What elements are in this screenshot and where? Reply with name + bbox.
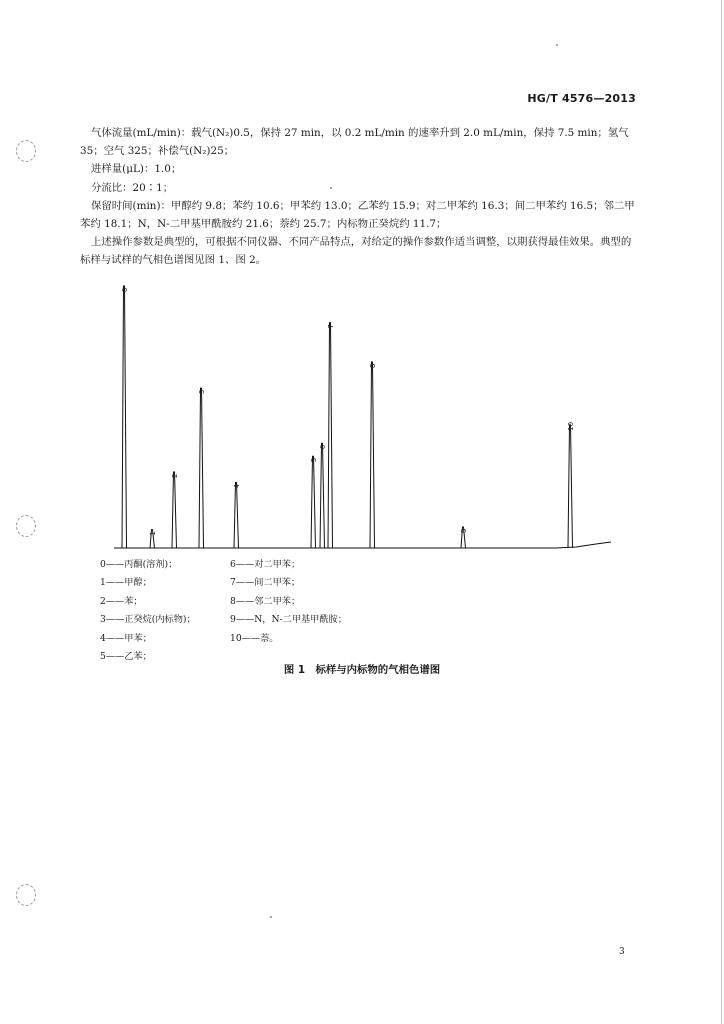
peak-6 (320, 443, 325, 548)
legend-item: 1——甲醇； (100, 577, 152, 589)
peak-label-10: 10 (567, 421, 575, 431)
legend-item: 5——乙苯； (100, 650, 152, 662)
chromatogram-peaks (121, 286, 575, 548)
binding-hole-mark (16, 884, 36, 906)
peak-label-2: 2 (171, 473, 179, 479)
peak-label-6: 6 (319, 444, 327, 450)
binding-hole-mark (16, 515, 36, 537)
peak-label-8: 8 (369, 363, 377, 368)
legend-item: 0——丙酮(溶剂)； (100, 559, 178, 570)
peak-label-5: 5 (310, 457, 318, 463)
binding-hole-mark (16, 140, 36, 162)
peak-label-9: 9 (460, 528, 468, 534)
legend-item: 9——N，N-二甲基甲酰胺； (230, 614, 347, 626)
scan-speck (270, 916, 272, 918)
paragraph-parameters-note: 上述操作参数是典型的，可根据不同仪器、不同产品特点，对给定的操作参数作适当调整，以期获得最佳效果。典型的标样与试样的气相色谱图见图 1、图 2。 (80, 236, 632, 267)
legend-column-left (100, 556, 240, 666)
legend-item: 10——萘。 (230, 632, 279, 644)
standard-code: HG/T 4576—2013 (527, 92, 636, 105)
paragraph-retention-time: 保留时间(min)：甲醇约 9.8；苯约 10.6；甲苯约 13.0；乙苯约 15.9；对二甲苯约 16.3；间二甲苯约 16.5；邻二甲苯约 18.1；N，N-二甲基甲酰胺约 21.6；萘约 25.7；内标物正癸烷约 11.7； (80, 199, 635, 231)
legend-item: 4——甲苯； (100, 632, 152, 644)
legend-item: 7——间二甲苯； (230, 577, 301, 589)
peak-label-4: 4 (233, 484, 241, 489)
peak-10 (568, 425, 573, 548)
legend-item: 6——对二甲苯； (230, 559, 301, 570)
legend-item: 8——邻二甲苯； (230, 595, 301, 607)
chromatogram-baseline (114, 542, 611, 548)
peak-label-3: 3 (198, 389, 206, 395)
legend-column-right (230, 556, 390, 648)
peak-2 (172, 472, 177, 548)
peak-label-0: 0 (121, 287, 129, 292)
peak-4 (234, 483, 239, 549)
legend-item: 2——苯； (100, 595, 143, 607)
peak-label-7: 7 (327, 324, 335, 329)
peak-8 (370, 362, 375, 548)
peak-label-1: 1 (149, 531, 157, 536)
legend-item: 3——正癸烷(内标物)； (100, 614, 196, 626)
peak-7 (328, 323, 333, 548)
scan-edge-line (721, 0, 722, 1024)
paragraph-split-ratio: 分流比：20∶1； (91, 181, 174, 194)
figure-caption: 图 1 标样与内标物的气相色谱图 (283, 664, 441, 676)
chromatogram (96, 282, 616, 554)
body-text (80, 124, 636, 270)
peak-0 (122, 286, 127, 548)
scan-speck (556, 44, 558, 46)
paragraph-gas-flow: 气体流量(mL/min)：载气(N₂)0.5，保持 27 min，以 0.2 mL/min 的速率升到 2.0 mL/min，保持 7.5 min；氢气 35；空气 325；补偿气(N₂)25； (80, 127, 629, 158)
peak-5 (311, 456, 316, 548)
paragraph-injection-volume: 进样量(μL)：1.0； (91, 163, 182, 176)
chromatogram-svg (96, 282, 616, 554)
peak-3 (199, 388, 204, 548)
page-number: 3 (619, 947, 625, 957)
